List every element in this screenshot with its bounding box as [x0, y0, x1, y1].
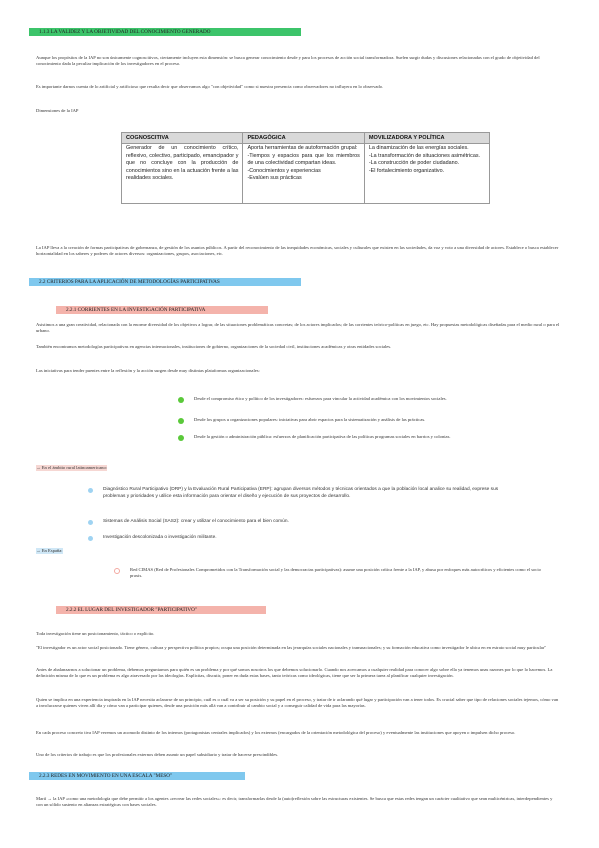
list-item-text: Desde los grupos u organizaciones populares: iniciativas para abrir espacios para la sistematización y análisis de las prácticas.	[194, 417, 426, 422]
paragraph: Las iniciativas para tender puentes entre la reflexión y la acción surgen desde muy distintas plataformas organizacionales:	[36, 368, 260, 373]
section-heading-2-2-1: 2.2.1 CORRIENTES EN LA INVESTIGACIÓN PARTICIPATIVA	[56, 306, 268, 314]
paragraph: La IAP lleva a la creación de formas participativas de gobernanza, de gestión de los asuntos públicos. A partir del reconocimiento de las inequidades económicas, sociales y culturales que existen en las sociedades, da voz y voto a una diversidad de actores. Establece o busca establecer horizontalidad en los saberes y poderes de actores diversos: organizaciones, grupos, asociaciones, etc.	[36, 245, 559, 257]
section-heading-1-1-3: 1.1.3 LA VALIDEZ Y LA OBJETIVIDAD DEL CONOCIMIENTO GENERADO	[29, 28, 301, 36]
list-item	[88, 519, 508, 526]
list-item	[178, 434, 478, 441]
list-item-text: Desde el compromiso ético y político de los investigadores: esfuerzos para vincular la actividad académica con los movimientos sociales.	[194, 396, 447, 401]
list-item	[178, 417, 478, 424]
paragraph: En cada proceso concreto tiva IAP veremos un acomodo distinto de los internos (protagonistas centrales implicados) y los externos (encargados de la orientación metodológica del proceso) y eventualmente las instituciones que apoyen o impulsen dicho proceso.	[36, 730, 516, 735]
subsection-label-espana: → En España:	[36, 548, 63, 553]
quote-paragraph: "El investigador es un actor social posicionado. Tiene género, cultura y perspectiva política propios; ocupa una posición determinada en las jerarquías sociales nacionales y transnacionales; y su formación educativa como investigador le ubica en en estrato social muy particular"	[36, 645, 547, 650]
bullet-dot	[88, 488, 93, 493]
paragraph-label: Dimensiones de la IAP	[36, 108, 79, 113]
table-cell-cognoscitiva: Generador de un conocimiento crítico, reflexivo, colectivo, participado, emancipador y que no concluye con la producción de conocimientos sino en la actuación frente a las realidades sociales.	[122, 144, 243, 204]
bullet-dot	[88, 536, 93, 541]
paragraph: Aunque los propósitos de la IAP no son únicamente cognoscitivos, ciertamente incluyen esta dimensión: se busca generar conocimiento desde y para los procesos de acción social transformadora. Suelen surgir dudas y discusiones relacionadas con el grado de objetividad del conocimiento dada la peculiar implicación de los investigadores en el proceso.	[36, 55, 540, 67]
bullet-dot	[178, 418, 184, 424]
list-item-text: Sistemas de Análisis Social (SAS2): crear y utilizar el conocimiento para el bien común.	[103, 519, 289, 524]
dimensions-table	[121, 132, 490, 204]
table-header-pedagogica: PEDAGÓGICA	[243, 133, 364, 144]
list-item-text: Desde la gestión o administración pública: esfuerzos de planificación participativa de las políticas programas sociales en barrios y colonias.	[194, 434, 451, 439]
paragraph: Uno de los criterios de trabajo es que los profesionales externos deben asumir un papel subsidiario y tratar de hacerse prescindibles.	[36, 752, 279, 757]
paragraph: Quien se implica en una experiencia inspirada en la IAP necesita aclararse de un principio, cuál es o cuál va a ser su posición y su papel en el proceso, y tratar de ir aclarando qué lugar y participación van a tener todos. Es crucial saber que tipo de relaciones sociales tejemos, cómo van a involucrarse quienes viven allí día y cómo van a participar quienes, desde una posición más allá van a contribuir al cambio social y a conseguir calidad de vida para las mayorías.	[36, 697, 559, 709]
list-item-text: Diagnóstico Rural Participativo (DRP) y la Evaluación Rural Participativa (ERP): agrupan diversos métodos y técnicas orientados a que la población local analice su realidad, exprese sus problemas y prioridades y utilice esta información para orientar el diseño y ejecución de sus proyectos de desarrollo.	[103, 487, 499, 499]
list-item	[88, 535, 508, 542]
paragraph: También encontramos metodologías participativas en agencias internacionales, instituciones de gobierno, organizaciones de la sociedad civil, instituciones académicas y otras entidades sociales.	[36, 344, 392, 349]
bullet-dot	[178, 397, 184, 403]
bullet-dot	[114, 568, 120, 574]
table-cell-movilizadora: La dinamización de las energías sociales. -La transformación de situaciones asimétricas. -La construcción de poder ciudadano. -El fortalecimiento organizativo.	[364, 144, 489, 204]
paragraph: Es importante darnos cuenta de lo artificial y artificioso que resulta decir que observamos algo "con objetividad" como si nuestra presencia como observadores no influyera en lo observado.	[36, 84, 384, 89]
section-heading-2-2-2: 2.2.2 EL LUGAR DEL INVESTIGADOR "PARTICIPATIVO"	[56, 606, 266, 614]
paragraph: Antes de abalanzarnos a solucionar un problema, debemos preguntarnos para quién es un problema y por qué somos nosotros los que debemos solucionarlo. Cuando nos acercamos a cualquier realidad para conocer algo sobre ella ya tenemos unas razones por lo que lo hacemos. La definición misma de lo que es un problema es algo atravesado por las ideologías. Explicitas, discutir, poner en duda estas bases, tanto teóricas como ideológicas, tiene que ser la primera tarea al planificar cualquier investigación.	[36, 667, 553, 679]
list-item-text: Investigación descolonizada o investigación militante.	[103, 535, 217, 540]
bullet-dot	[178, 435, 184, 441]
table-header-cognoscitiva: COGNOSCITIVA	[122, 133, 243, 144]
section-heading-2-2: 2.2 CRITERIOS PARA LA APLICACIÓN DE METODOLOGÍAS PARTICIPATIVAS	[29, 278, 301, 286]
section-heading-2-2-3: 2.2.3 REDES EN MOVIMIENTO EN UNA ESCALA "MESO"	[29, 772, 245, 780]
table-header-movilizadora: MOVILIZADORA Y POLÍTICA	[364, 133, 489, 144]
paragraph: Asistimos a una gran creatividad, relacionada con la enorme diversidad de los objetivos a lograr, de las situaciones problemáticas concretas; de los actores implicados; de las corrientes teórico-políticas en juego, etc. Hay propuestas metodológicas diseñadas para el medio rural o para el urbano.	[36, 322, 560, 334]
list-item-text: Red CIMAS (Red de Profesionales Comprometidos con la Transformación social y las democracias participativas): asume una posición crítica frente a la IAP, y abusa por enfoques más autocríticos y eficientes como el socio praxis.	[130, 567, 541, 579]
paragraph: Martí → la IAP «como una metodología que debe permitir a los agentes «recrear las redes sociales»: es decir, transformarlas desde la (auto)reflexión sobre las estructuras existentes. Se busca que estas redes tengan un carácter cualitativo que sean multicéntricas, interdependientes y con un sólido sustento en alianzas estratégicas con bases sociales.	[36, 796, 553, 808]
bullet-dot	[88, 520, 93, 525]
subsection-label-latam: → En el ámbito rural latinoamericano:	[36, 465, 108, 470]
table-cell-pedagogica: Aporta herramientas de autoformación grupal: -Tiempos y espacios para que los miembros de una colectividad compartan ideas. -Conocimientos y experiencias -Evalúen sus prácticas	[243, 144, 364, 204]
list-item	[178, 396, 478, 403]
paragraph: Toda investigación tiene un posicionamiento, táctico o explícito.	[36, 631, 155, 636]
list-item	[114, 567, 554, 580]
list-item	[88, 487, 508, 501]
